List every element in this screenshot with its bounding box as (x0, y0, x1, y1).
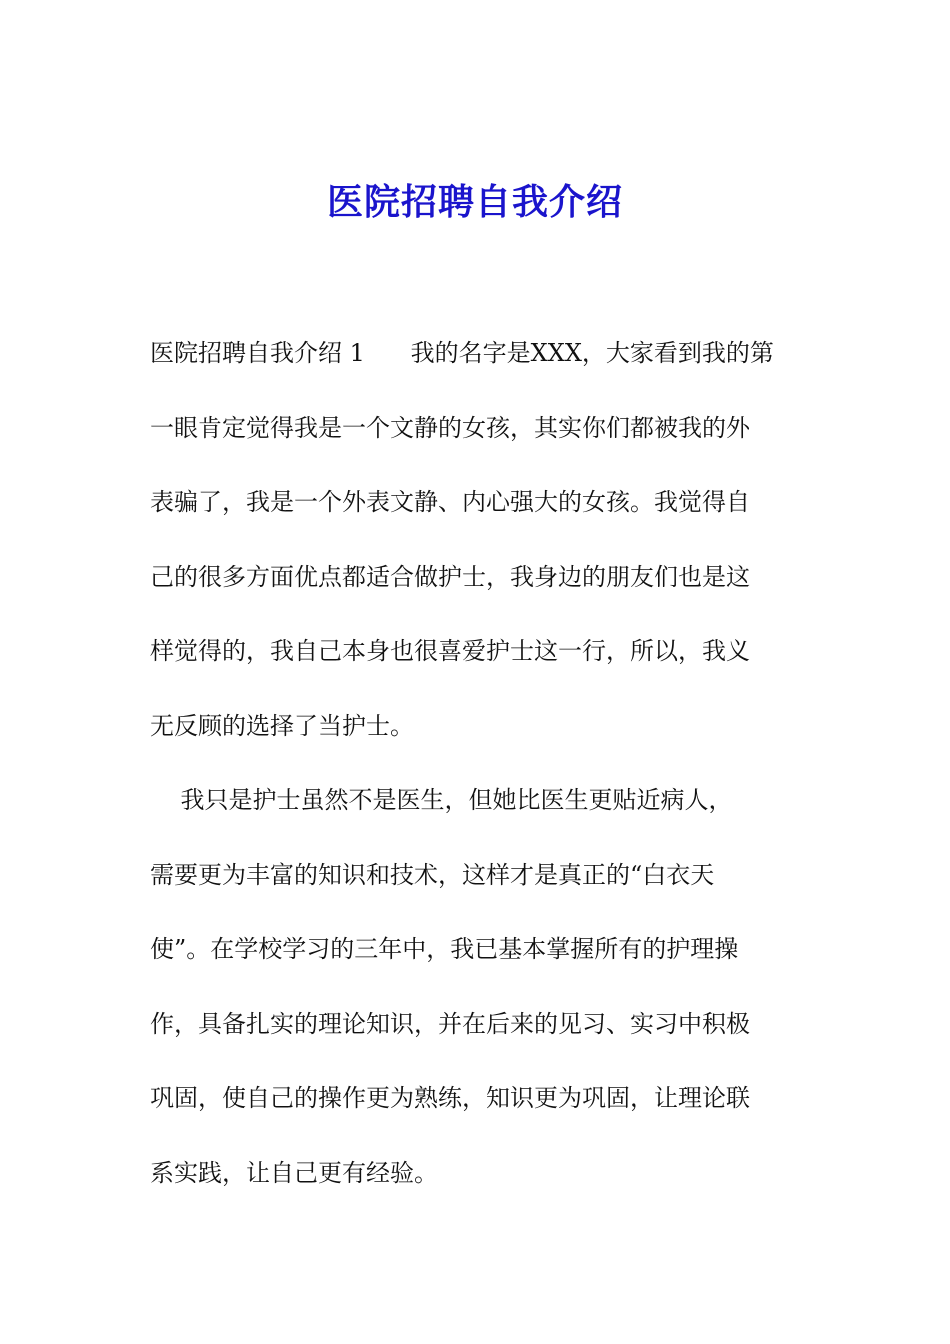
document-title: 医院招聘自我介绍 (326, 181, 623, 223)
text-line: 需要更为丰富的知识和技术，这样才是真正的“白衣天 (150, 860, 715, 889)
text-line: 己的很多方面优点都适合做护士，我身边的朋友们也是这 (150, 562, 750, 591)
text-line: 医院招聘自我介绍 1 我的名字是XXX，大家看到我的第 (150, 339, 774, 367)
document-body (150, 327, 810, 1221)
text-line: 样觉得的，我自己本身也很喜爱护士这一行，所以，我义 (150, 637, 750, 665)
text-line: 我只是护士虽然不是医生，但她比医生更贴近病人， (150, 786, 733, 814)
text-line: 作，具备扎实的理论知识，并在后来的见习、实习中积极 (150, 1009, 750, 1038)
text-line: 一眼肯定觉得我是一个文静的女孩，其实你们都被我的外 (150, 413, 750, 442)
text-line: 巩固，使自己的操作更为熟练，知识更为巩固，让理论联 (150, 1084, 750, 1112)
text-line: 使”。在学校学习的三年中，我已基本掌握所有的护理操 (150, 935, 739, 963)
text-line: 表骗了，我是一个外表文静、内心强大的女孩。我觉得自 (150, 488, 750, 516)
text-line: 无反顾的选择了当护士。 (150, 711, 414, 740)
text-line: 系实践，让自己更有经验。 (150, 1158, 438, 1187)
